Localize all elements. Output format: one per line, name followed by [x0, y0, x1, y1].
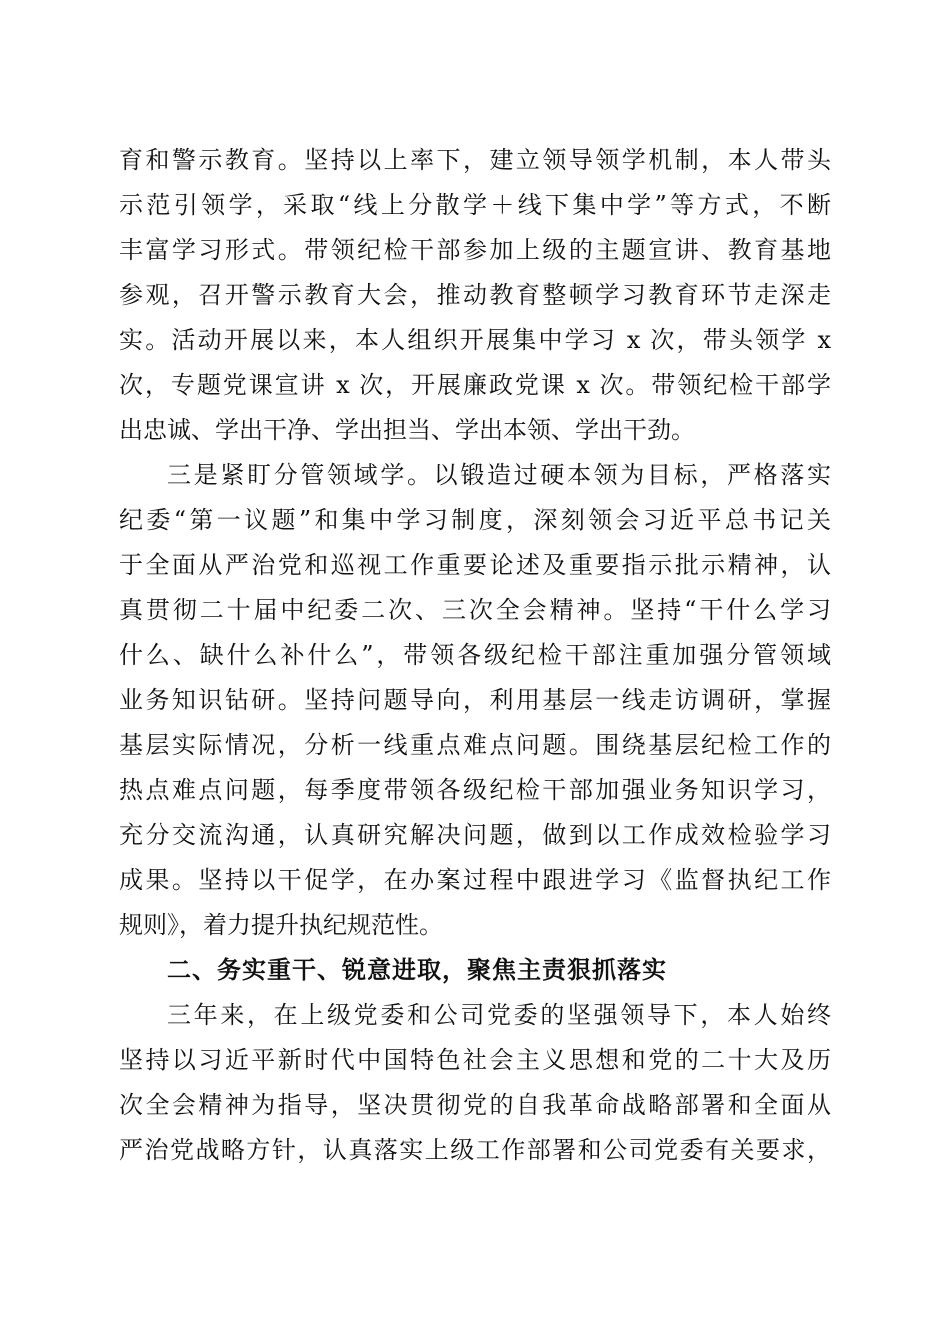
paragraph-2-line-4: 真贯彻二十届中纪委二次、三次全会精神。坚持“干什么学习 [119, 596, 831, 624]
section-heading: 二、务实重干、锐意进取，聚焦主责狠抓落实 [167, 956, 667, 984]
paragraph-1-line-2: 示范引领学，采取“线上分散学＋线下集中学”等方式，不断 [119, 191, 831, 219]
paragraph-2-line-7: 基层实际情况，分析一线重点难点问题。围绕基层纪检工作的 [119, 731, 831, 759]
paragraph-2-line-10: 成果。坚持以干促学，在办案过程中跟进学习《监督执纪工作 [119, 866, 831, 894]
paragraph-2-line-1: 三是紧盯分管领域学。以锻造过硬本领为目标，严格落实 [167, 461, 831, 489]
paragraph-3-line-2: 坚持以习近平新时代中国特色社会主义思想和党的二十大及历 [119, 1046, 831, 1074]
paragraph-2-line-2: 纪委“第一议题”和集中学习制度，深刻领会习近平总书记关 [119, 506, 831, 534]
paragraph-2-line-6: 业务知识钻研。坚持问题导向，利用基层一线走访调研，掌握 [119, 686, 831, 714]
paragraph-3-line-4: 严治党战略方针，认真落实上级工作部署和公司党委有关要求， [119, 1136, 831, 1164]
paragraph-1-line-3: 丰富学习形式。带领纪检干部参加上级的主题宣讲、教育基地 [119, 236, 831, 264]
paragraph-1-line-5: 实。活动开展以来，本人组织开展集中学习 x 次，带头领学 x [119, 326, 831, 354]
paragraph-1-line-1: 育和警示教育。坚持以上率下，建立领导领学机制，本人带头 [119, 146, 831, 174]
paragraph-2-line-5: 什么、缺什么补什么”，带领各级纪检干部注重加强分管领域 [119, 641, 831, 669]
paragraph-1-line-7: 出忠诚、学出干净、学出担当、学出本领、学出干劲。 [119, 416, 695, 444]
paragraph-3-line-1: 三年来，在上级党委和公司党委的坚强领导下，本人始终 [167, 1001, 831, 1029]
paragraph-2-line-9: 充分交流沟通，认真研究解决问题，做到以工作成效检验学习 [119, 821, 831, 849]
paragraph-2-line-8: 热点难点问题，每季度带领各级纪检干部加强业务知识学习， [119, 776, 831, 804]
paragraph-2-line-3: 于全面从严治党和巡视工作重要论述及重要指示批示精神，认 [119, 551, 831, 579]
paragraph-3-line-3: 次全会精神为指导，坚决贯彻党的自我革命战略部署和全面从 [119, 1091, 831, 1119]
paragraph-1-line-6: 次，专题党课宣讲 x 次，开展廉政党课 x 次。带领纪检干部学 [119, 371, 831, 399]
paragraph-1-line-4: 参观，召开警示教育大会，推动教育整顿学习教育环节走深走 [119, 281, 831, 309]
paragraph-2-line-11: 规则》，着力提升执纪规范性。 [119, 911, 443, 939]
